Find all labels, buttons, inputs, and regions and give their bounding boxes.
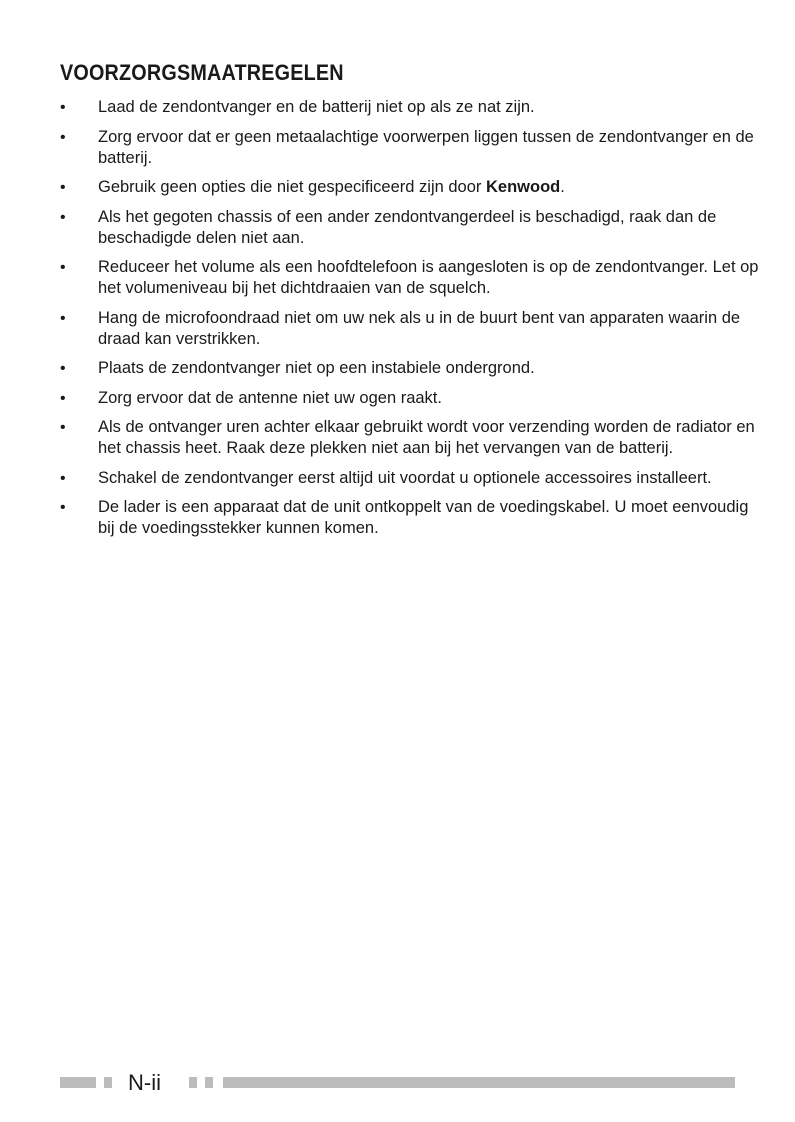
list-item [60, 177, 760, 198]
item-text: Reduceer het volume als een hoofdtelefoon is aangesloten is op de zendontvanger. Let op het volumeniveau bij het dichtdraaien van de squelch. [98, 258, 759, 297]
footer-bar-mid-1 [189, 1077, 197, 1088]
page-number: N-ii [128, 1070, 161, 1095]
footer-bar-left-long [60, 1077, 96, 1088]
bullet-icon: • [60, 208, 66, 226]
list-item [60, 308, 760, 350]
list-item [60, 497, 760, 539]
footer-bar-left-short [104, 1077, 112, 1088]
list-item [60, 97, 760, 118]
list-item [60, 127, 760, 169]
bullet-icon: • [60, 360, 66, 377]
precautions-list [60, 97, 760, 548]
item-text-end: . [560, 178, 565, 196]
page-title: VOORZORGSMAATREGELEN [60, 60, 344, 85]
list-item [60, 358, 760, 379]
item-text: Schakel de zendontvanger eerst altijd uit voordat u optionele accessoires installeert. [98, 468, 712, 487]
item-text: Zorg ervoor dat de antenne niet uw ogen raakt. [98, 388, 442, 407]
list-item [60, 257, 760, 299]
item-text: Gebruik geen opties die niet gespecificeerd zijn door [98, 178, 486, 196]
bullet-icon: • [60, 389, 66, 407]
bullet-icon: • [60, 128, 66, 146]
bullet-icon: • [60, 419, 66, 436]
item-text: Laad de zendontvanger en de batterij niet op als ze nat zijn. [98, 98, 535, 116]
footer-bar-mid-2 [205, 1077, 213, 1088]
bullet-icon: • [60, 259, 66, 276]
brand-name: Kenwood [485, 178, 561, 196]
page-footer [60, 1070, 735, 1096]
bullet-icon: • [60, 469, 66, 487]
bullet-icon: • [60, 99, 66, 116]
list-item [60, 207, 760, 249]
footer-bar-right-long [223, 1077, 735, 1088]
bullet-icon: • [60, 499, 66, 516]
list-item [60, 468, 760, 489]
bullet-icon: • [60, 179, 66, 196]
list-item [60, 388, 760, 409]
item-text: Als de ontvanger uren achter elkaar gebruikt wordt voor verzending worden de radiator en het chassis heet. Raak deze plekken niet aan bij het vervangen van de batterij. [98, 418, 755, 457]
item-text: Als het gegoten chassis of een ander zendontvangerdeel is beschadigd, raak dan de beschadigde delen niet aan. [98, 207, 717, 247]
item-text: Hang de microfoondraad niet om uw nek als u in de buurt bent van apparaten waarin de draad kan verstrikken. [98, 308, 741, 348]
bullet-icon: • [60, 309, 66, 327]
item-text: Zorg ervoor dat er geen metaalachtige voorwerpen liggen tussen de zendontvanger en de batterij. [98, 127, 754, 167]
item-text: De lader is een apparaat dat de unit ontkoppelt van de voedingskabel. U moet eenvoudig bij de voedingsstekker kunnen komen. [98, 498, 749, 537]
item-text: Plaats de zendontvanger niet op een instabiele ondergrond. [98, 359, 535, 377]
list-item [60, 417, 760, 459]
